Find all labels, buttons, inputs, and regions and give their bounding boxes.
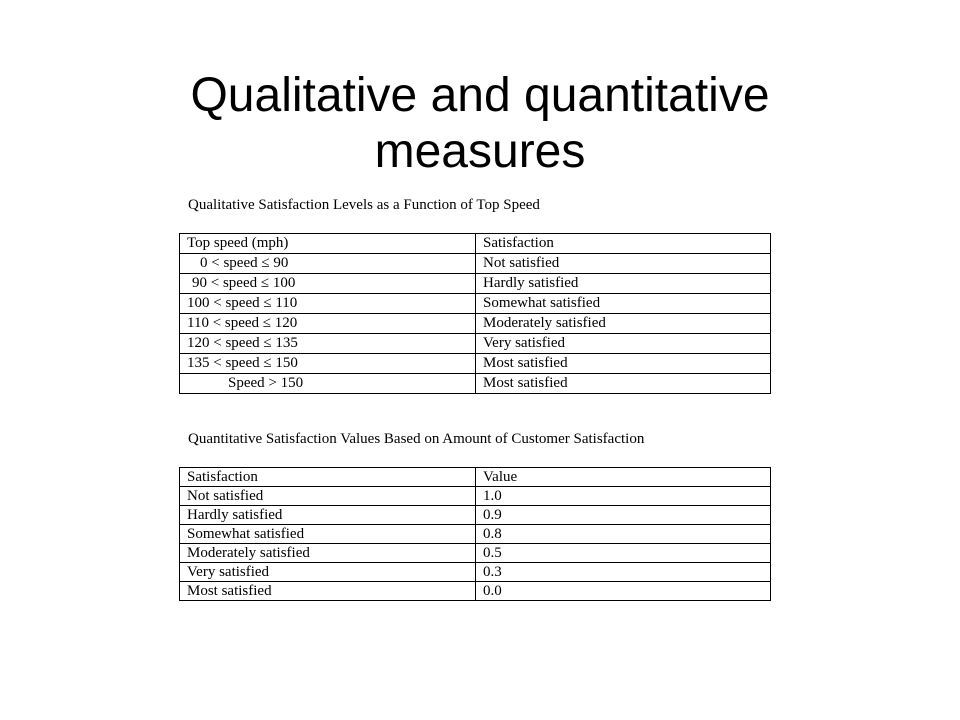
value-cell: 0.0 — [476, 582, 771, 601]
table-row — [180, 563, 771, 582]
slide-title — [0, 68, 960, 180]
quantitative-satisfaction-table — [179, 467, 771, 601]
qualitative-satisfaction-table — [179, 233, 771, 394]
table-row — [180, 294, 771, 314]
satisfaction-cell: Hardly satisfied — [476, 274, 771, 294]
satisfaction-cell: Not satisfied — [180, 487, 476, 506]
satisfaction-cell: Most satisfied — [180, 582, 476, 601]
table-row — [180, 374, 771, 394]
satisfaction-cell: Not satisfied — [476, 254, 771, 274]
value-cell: 1.0 — [476, 487, 771, 506]
column-header-value: Value — [476, 468, 771, 487]
satisfaction-cell: Very satisfied — [476, 334, 771, 354]
table-header-row — [180, 468, 771, 487]
table-row — [180, 274, 771, 294]
satisfaction-cell: Most satisfied — [476, 374, 771, 394]
value-cell: 0.5 — [476, 544, 771, 563]
table-row — [180, 487, 771, 506]
value-cell: 0.9 — [476, 506, 771, 525]
satisfaction-cell: Very satisfied — [180, 563, 476, 582]
table-row — [180, 314, 771, 334]
satisfaction-cell: Most satisfied — [476, 354, 771, 374]
satisfaction-cell: Hardly satisfied — [180, 506, 476, 525]
value-cell: 0.3 — [476, 563, 771, 582]
table-header-row — [180, 234, 771, 254]
table-row — [180, 334, 771, 354]
table-row — [180, 506, 771, 525]
table-row — [180, 544, 771, 563]
table-row — [180, 525, 771, 544]
speed-range-cell: 0 < speed ≤ 90 — [180, 254, 476, 274]
satisfaction-cell: Somewhat satisfied — [180, 525, 476, 544]
column-header-top-speed: Top speed (mph) — [180, 234, 476, 254]
slide-title-line-2: measures — [374, 125, 586, 179]
table-row — [180, 354, 771, 374]
qualitative-table-caption: Qualitative Satisfaction Levels as a Function of Top Speed — [188, 197, 540, 213]
column-header-satisfaction: Satisfaction — [180, 468, 476, 487]
speed-range-cell: 120 < speed ≤ 135 — [180, 334, 476, 354]
slide-title-line-1: Qualitative and quantitative — [190, 69, 770, 123]
satisfaction-cell: Moderately satisfied — [476, 314, 771, 334]
satisfaction-cell: Somewhat satisfied — [476, 294, 771, 314]
speed-range-cell: 90 < speed ≤ 100 — [180, 274, 476, 294]
speed-range-cell: 110 < speed ≤ 120 — [180, 314, 476, 334]
column-header-satisfaction: Satisfaction — [476, 234, 771, 254]
speed-range-cell: 135 < speed ≤ 150 — [180, 354, 476, 374]
speed-range-cell: 100 < speed ≤ 110 — [180, 294, 476, 314]
value-cell: 0.8 — [476, 525, 771, 544]
table-row — [180, 582, 771, 601]
table-row — [180, 254, 771, 274]
quantitative-table-caption: Quantitative Satisfaction Values Based on Amount of Customer Satisfaction — [188, 431, 645, 447]
satisfaction-cell: Moderately satisfied — [180, 544, 476, 563]
speed-range-cell: Speed > 150 — [180, 374, 476, 394]
